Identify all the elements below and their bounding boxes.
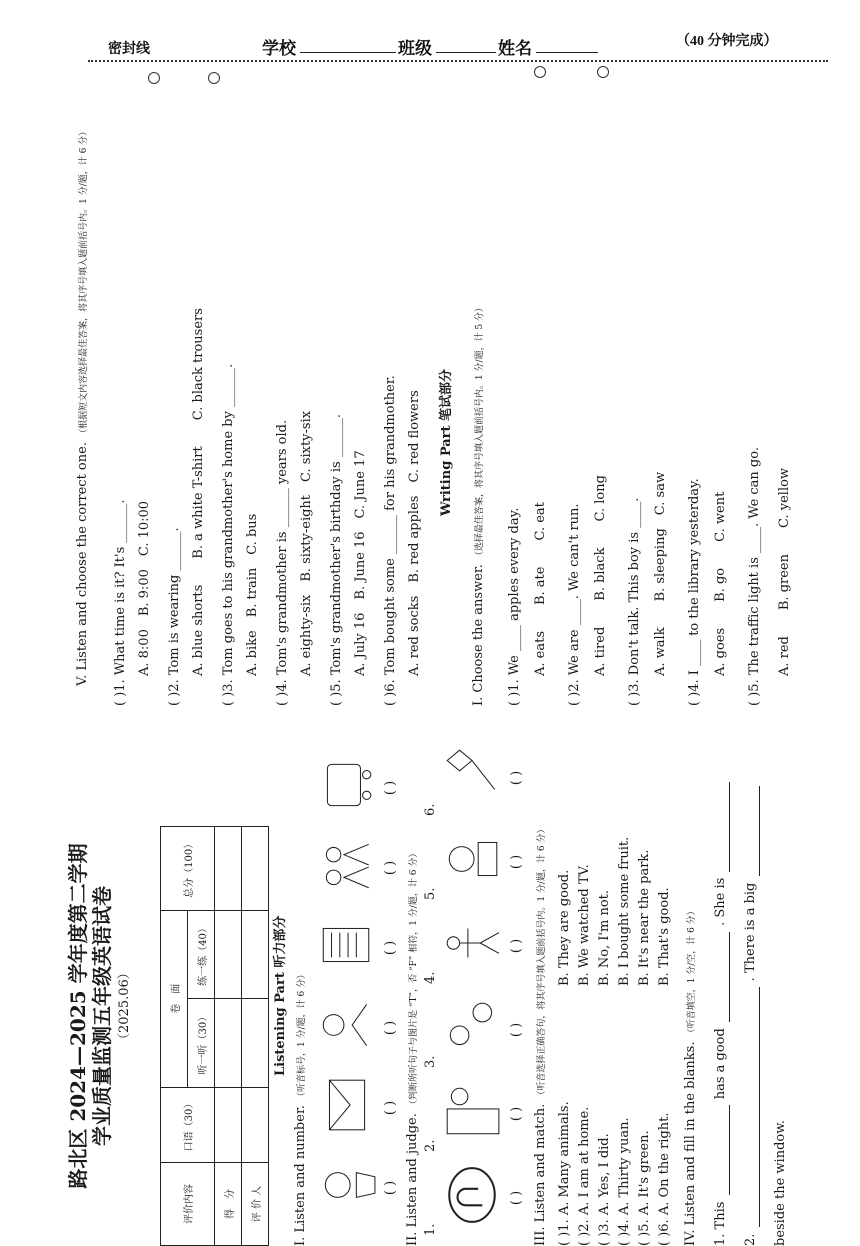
s4-text: 1. This [713,1202,728,1246]
s2-note: （判断所听句子与图片是 “T”，否 “F” 相符，1 分/题，计 6 分） [409,849,419,1109]
school-label: 学校 [262,34,296,59]
paper-date: （2025.06） [116,966,134,1046]
binding-hole-3 [534,66,546,78]
score-cell[interactable] [242,1087,269,1162]
s1-bracket-1[interactable]: ( ) [382,1170,400,1206]
pic-train-icon [314,754,378,816]
s3-item-4 [616,1117,634,1246]
s5-heading-row [74,127,93,686]
s3-item-6 [656,1113,674,1246]
s1-bracket-2[interactable]: ( ) [382,1090,400,1126]
s5-q4: ( )4. Tom's grandmother is ______ years old. [274,420,292,706]
w1-q1-options: A. eats B. ate C. eat [532,502,550,676]
s4-blank-2[interactable] [717,932,730,1022]
s3-heading-row [532,825,551,1246]
s5-q3-options: A. bike B. train C. bus [244,514,262,676]
s5-note: （根据短文内容选择最佳答案，将其序号填入题前括号内。1 分/题，计 6 分） [79,127,89,438]
s3-item-3 [596,1133,614,1246]
s5-q2-options: A. blue shorts B. a white T-shirt C. black trousers [190,308,208,676]
s3-num[interactable]: ( )5. [637,1219,652,1246]
page-header [0,0,860,70]
s4-text: . There is a big [743,883,758,982]
seal-line-label: 密封线 [108,38,150,58]
score-cell[interactable] [242,910,269,999]
s1-heading-row [292,970,311,1246]
s4-text: . She is [713,878,728,926]
pic-reading-icon [314,994,378,1056]
w1-q5: ( )5. The traffic light is ____. We can go. [746,447,764,706]
score-row-grader-label: 评 价 人 [242,1163,269,1246]
w1-q4-options: A. goes B. go C. went [712,492,730,676]
pic-kite-icon [440,744,504,806]
w1-q5-options: A. red B. green C. yellow [776,468,794,676]
score-col-listen: 听一听（30） [188,999,215,1088]
pic-girl-book-icon [440,828,504,890]
s1-bracket-4[interactable]: ( ) [382,930,400,966]
w1-q1: ( )1. We ____ apples every day. [506,508,524,706]
pic-dancer-icon [440,912,504,974]
pic-boy-door-icon [440,1080,504,1142]
score-cell[interactable] [242,999,269,1088]
s3-opt-a: A. Many animals. [557,1101,572,1215]
listening-page [66,716,846,1246]
score-col-practice: 练一练（40） [188,910,215,999]
w1-q2: ( )2. We are ____. We can't run. [566,503,584,706]
s4-blank-4[interactable] [747,987,760,1227]
s5-q6: ( )6. Tom bought some ______ for his grandmother. [382,375,400,706]
pic-notebook-icon [314,914,378,976]
rotated-exam-sheet [66,86,846,1246]
s4-text: 2. [743,1234,758,1246]
s1-bracket-3[interactable]: ( ) [382,1010,400,1046]
s4-line-3: beside the window. [772,1120,790,1246]
paper-title-1: 路北区 2024—2025 学年度第二学期 [66,826,90,1206]
w1-heading-row [470,303,489,706]
s4-line-2 [742,784,760,1246]
s3-opt-a: A. Thirty yuan. [617,1117,632,1215]
s5-q5-options: A. July 16 B. June 16 C. June 17 [352,450,370,676]
paper-title-2: 学业质量监测五年级英语试卷 [90,826,114,1206]
pic-family-icon [314,834,378,896]
s2-num-3: 3. [422,1056,440,1068]
score-row-score-label: 得 分 [215,1163,242,1246]
listening-part-heading: Listening Part 听力部分 [272,916,290,1076]
s2-num-4: 4. [422,972,440,984]
pic-child-ball-icon [440,996,504,1058]
school-blank[interactable] [300,52,396,53]
seal-dotted-line [88,60,828,62]
s3-num[interactable]: ( )6. [657,1219,672,1246]
s2-num-2: 2. [422,1140,440,1152]
w1-q3: ( )3. Don't talk. This boy is ____. [626,498,644,706]
s4-note: （听音填空，1 分/空，计 6 分） [687,906,697,1037]
w1-note: （选择最佳答案，将其序号填入题前括号内。1 分/题，计 5 分） [475,303,485,560]
s5-q5: ( )5. Tom's grandmother's birthday is ______. [328,414,346,706]
s5-q3: ( )3. Tom goes to his grandmother's home by ______. [220,364,238,706]
s2-heading: II. Listen and judge. [405,1113,420,1246]
duration-label: （40 分钟完成） [676,30,778,50]
score-col-oral: 口语（30） [161,1087,215,1162]
w1-q3-options: A. walk B. sleeping C. saw [652,472,670,676]
s3-num[interactable]: ( )1. [557,1219,572,1246]
s2-num-6: 6. [422,804,440,816]
score-col-total: 总分（100） [161,827,215,911]
s3-opt-a: A. Yes, I did. [597,1133,612,1215]
s4-heading-row [682,906,701,1246]
s3-num[interactable]: ( )3. [597,1219,612,1246]
binding-hole-2 [208,72,220,84]
s3-num[interactable]: ( )4. [617,1219,632,1246]
writing-page [66,86,846,706]
s4-blank-3[interactable] [717,782,730,872]
class-label: 班级 [398,34,432,59]
s3-heading: III. Listen and match. [533,1104,548,1246]
s3-opt-a: A. On the right. [657,1113,672,1216]
s3-opt-a: A. I am at home. [577,1107,592,1216]
s2-bracket-6[interactable]: ( ) [508,760,526,796]
score-cell[interactable] [242,827,269,911]
s3-num[interactable]: ( )2. [577,1219,592,1246]
w1-q4: ( )4. I ____ to the library yesterday. [686,478,704,706]
s4-line-1 [712,780,730,1246]
s2-bracket-1[interactable]: ( ) [508,1180,526,1216]
w1-heading: I. Choose the answer. [471,564,486,706]
s2-bracket-3[interactable]: ( ) [508,1012,526,1048]
score-col-written: 卷 面 [161,910,188,1087]
s3-item-2-b: B. We watched TV. [576,864,594,986]
s5-q2: ( )2. Tom is wearing ______. [166,527,184,706]
w1-q2-options: A. tired B. black C. long [592,475,610,676]
s2-num-5: 5. [422,888,440,900]
s2-num-1: 1. [422,1224,440,1236]
s3-item-5 [636,1130,654,1246]
score-cell[interactable] [215,1087,242,1162]
name-label: 姓名 [498,34,532,59]
s1-bracket-6[interactable]: ( ) [382,770,400,806]
s1-pictures [314,736,378,1216]
pic-letter-icon [314,1074,378,1136]
score-cell[interactable] [215,827,242,911]
s2-bracket-2[interactable]: ( ) [508,1096,526,1132]
s3-note: （听音选择正确答句，将其序号填入题前括号内。1 分/题，计 6 分） [537,825,547,1100]
score-row-content-label: 评价内容 [161,1163,215,1246]
s4-blank-1[interactable] [717,1105,730,1195]
s2-bracket-4[interactable]: ( ) [508,928,526,964]
s3-item-6-b: B. That's good. [656,887,674,986]
s4-heading: IV. Listen and fill in the blanks. [683,1042,698,1246]
s2-bracket-5[interactable]: ( ) [508,844,526,880]
s2-pictures [440,726,504,1226]
score-table [160,826,269,1246]
s5-heading: V. Listen and choose the correct one. [75,442,90,686]
s1-bracket-5[interactable]: ( ) [382,850,400,886]
s3-item-4-b: B. I bought some fruit. [616,837,634,986]
pic-girl-icon [314,1154,378,1216]
s3-opt-a: A. It's green. [637,1130,652,1215]
s5-q1-options: A. 8:00 B. 9:00 C. 10:00 [136,501,154,676]
s3-item-3-b: B. No, I'm not. [596,890,614,986]
score-cell[interactable] [215,999,242,1088]
s3-item-1-b: B. They are good. [556,870,574,986]
binding-hole-1 [148,72,160,84]
s3-item-1 [556,1101,574,1246]
s1-note: （听音标号，1 分/题，计 6 分） [297,970,307,1101]
writing-part-heading: Writing Part 笔试部分 [438,369,456,516]
s4-text: has a good [713,1028,728,1099]
binding-hole-4 [597,66,609,78]
s3-item-2 [576,1107,594,1246]
score-cell[interactable] [215,910,242,999]
s5-q4-options: A. eighty-six B. sixty-eight C. sixty-six [298,411,316,676]
name-blank[interactable] [536,52,598,53]
s1-heading: I. Listen and number. [293,1105,308,1246]
s3-item-5-b: B. It's near the park. [636,850,654,986]
s2-heading-row [404,849,423,1246]
class-blank[interactable] [436,52,496,53]
s5-q1: ( )1. What time is it? It's ______. [112,499,130,706]
s4-blank-5[interactable] [747,786,760,876]
s5-q6-options: A. red socks B. red apples C. red flowers [406,390,424,676]
